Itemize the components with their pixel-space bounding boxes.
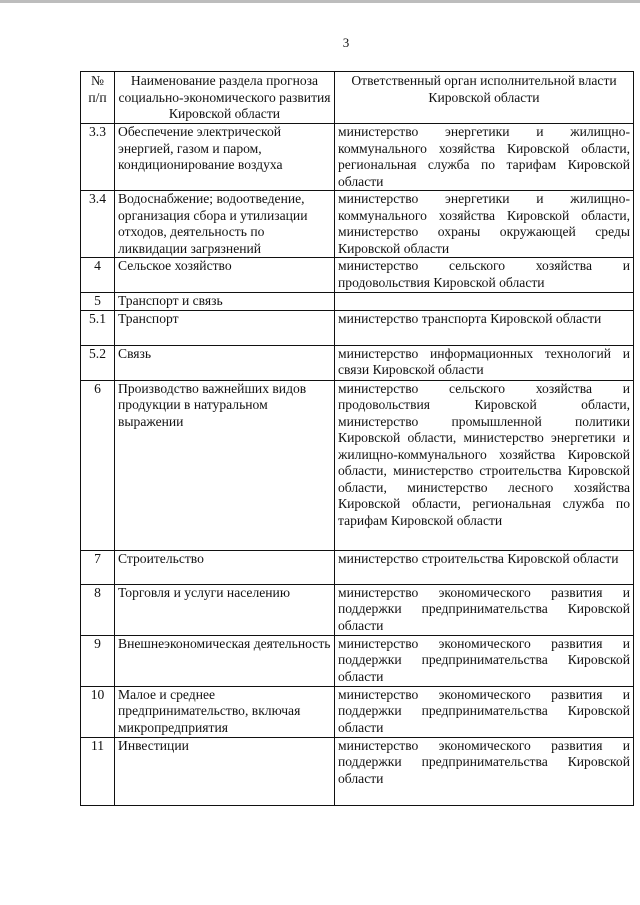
row-responsible-body: министерство экономического развития и поддержки предпринимательства Кировской области — [335, 584, 634, 635]
table-row — [81, 380, 634, 550]
row-responsible-body: министерство сельского хозяйства и продовольствия Кировской области — [335, 258, 634, 293]
table-row — [81, 550, 634, 584]
row-section-name: Транспорт и связь — [115, 293, 335, 311]
table-row — [81, 584, 634, 635]
table-row — [81, 635, 634, 686]
row-number: 5.1 — [81, 310, 115, 345]
row-number: 9 — [81, 635, 115, 686]
row-responsible-body: министерство экономического развития и поддержки предпринимательства Кировской области — [335, 635, 634, 686]
row-responsible-body: министерство энергетики и жилищно-коммунального хозяйства Кировской области, региональная служба по тарифам Кировской области — [335, 124, 634, 191]
row-section-name: Строительство — [115, 550, 335, 584]
row-section-name: Транспорт — [115, 310, 335, 345]
table-row — [81, 310, 634, 345]
row-number: 3.3 — [81, 124, 115, 191]
row-section-name: Производство важнейших видов продукции в натуральном выражении — [115, 380, 335, 550]
row-section-name: Инвестиции — [115, 737, 335, 805]
page-number: 3 — [342, 35, 350, 50]
row-number: 3.4 — [81, 191, 115, 258]
row-number: 11 — [81, 737, 115, 805]
row-section-name: Торговля и услуги населению — [115, 584, 335, 635]
table-row — [81, 737, 634, 805]
row-section-name: Обеспечение электрической энергией, газом и паром, кондиционирование воздуха — [115, 124, 335, 191]
header-number: № п/п — [81, 72, 115, 124]
header-section-name: Наименование раздела прогноза социально-экономического развития Кировской области — [115, 72, 335, 124]
row-section-name: Связь — [115, 345, 335, 380]
table-row — [81, 345, 634, 380]
table-row — [81, 686, 634, 737]
row-number: 7 — [81, 550, 115, 584]
row-responsible-body — [335, 293, 634, 311]
row-number: 6 — [81, 380, 115, 550]
row-responsible-body: министерство экономического развития и поддержки предпринимательства Кировской области — [335, 737, 634, 805]
row-number: 5.2 — [81, 345, 115, 380]
header-responsible-body: Ответственный орган исполнительной власти Кировской области — [335, 72, 634, 124]
row-responsible-body: министерство строительства Кировской области — [335, 550, 634, 584]
row-section-name: Внешнеэкономическая деятельность — [115, 635, 335, 686]
forecast-responsibility-table — [80, 71, 634, 806]
table-row — [81, 258, 634, 293]
row-number: 10 — [81, 686, 115, 737]
row-responsible-body: министерство информационных технологий и связи Кировской области — [335, 345, 634, 380]
table-row — [81, 124, 634, 191]
row-responsible-body: министерство транспорта Кировской области — [335, 310, 634, 345]
row-responsible-body: министерство энергетики и жилищно-коммунального хозяйства Кировской области, министерство охраны окружающей среды Кировской области — [335, 191, 634, 258]
row-responsible-body: министерство сельского хозяйства и продовольствия Кировской области, министерство промышленной политики Кировской области, министерство энергетики и жилищно-коммунального хозяйства Кировской области, министерство строительства Кировской области, министерство лесного хозяйства Кировской области, региональная служба по тарифам Кировской области — [335, 380, 634, 550]
row-number: 4 — [81, 258, 115, 293]
table-row — [81, 293, 634, 311]
row-number: 5 — [81, 293, 115, 311]
table-row — [81, 191, 634, 258]
row-section-name: Водоснабжение; водоотведение, организация сбора и утилизации отходов, деятельность по ликвидации загрязнений — [115, 191, 335, 258]
page-top-edge — [0, 0, 640, 3]
row-section-name: Сельское хозяйство — [115, 258, 335, 293]
row-section-name: Малое и среднее предпринимательство, включая микропредприятия — [115, 686, 335, 737]
row-number: 8 — [81, 584, 115, 635]
row-responsible-body: министерство экономического развития и поддержки предпринимательства Кировской области — [335, 686, 634, 737]
table-header-row — [81, 72, 634, 124]
